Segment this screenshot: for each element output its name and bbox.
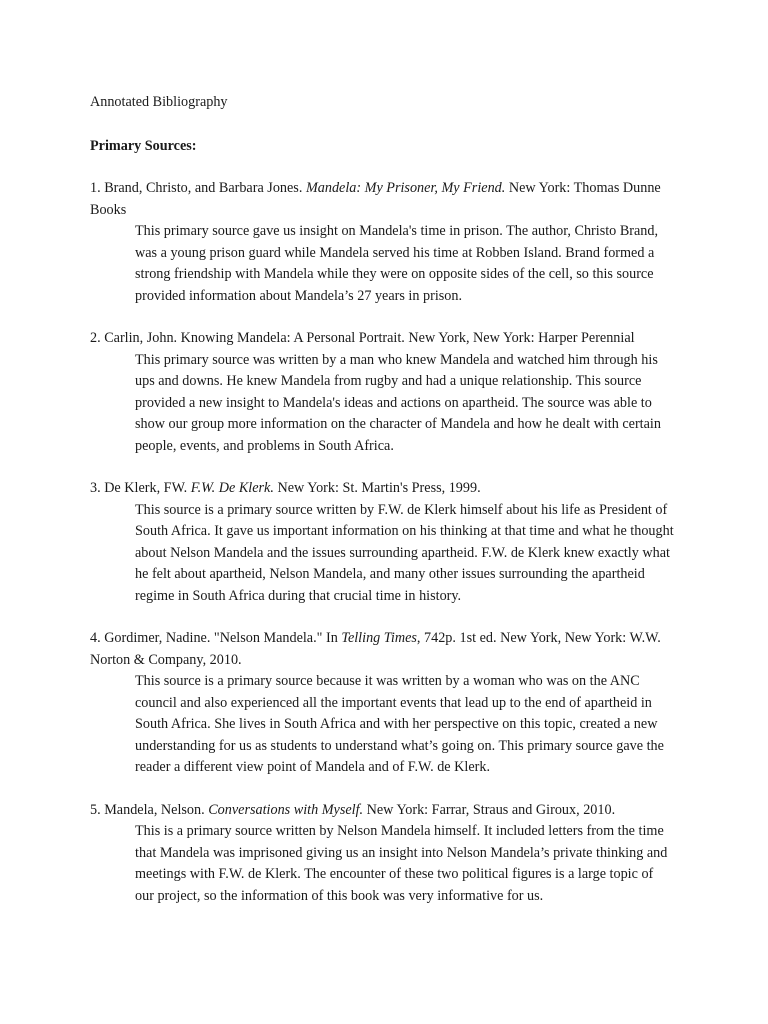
entry-annotation: This is a primary source written by Nelson Mandela himself. It included letters from the time that Mandela was imprisoned giving us an insight into Nelson Mandela’s private thinking and meetings with F.W. de Klerk. The encounter of these two political figures is a large topic of our project, so the information of this book was very informative for us.	[135, 823, 668, 904]
entry-annotation: This source is a primary source written by F.W. de Klerk himself about his life as President of South Africa. It gave us important information on his thinking at that time and what he thought about Nelson Mandela and the issues surrounding apartheid. F.W. de Klerk knew exactly what he felt about apartheid, Nelson Mandela, and many other issues surrounding the apartheid regime in South Africa during that crucial time in history.	[135, 501, 674, 604]
citation-title: Conversations with Myself.	[208, 801, 364, 818]
entry-annotation: This primary source gave us insight on Mandela's time in prison. The author, Christo Brand, was a young prison guard while Mandela served his time at Robben Island. Brand formed a strong friendship with Mandela while they were on opposite sides of the cell, so this source provided information about Mandela’s 27 years in prison.	[135, 223, 659, 304]
document-page	[90, 92, 690, 928]
citation-text: 3. De Klerk, FW.	[90, 480, 191, 496]
bibliography-entry	[90, 478, 690, 607]
entry-citation	[90, 628, 690, 671]
entry-citation	[90, 178, 690, 221]
entry-citation	[90, 478, 690, 500]
entry-citation	[90, 800, 690, 822]
entry-annotation: This primary source was written by a man who knew Mandela and watched him through his ups and downs. He knew Mandela from rugby and had a unique relationship. This source provided a new insight to Mandela's ideas and actions on apartheid. The source was able to show our group more information on the character of Mandela and how he dealt with certain people, events, and problems in South Africa.	[135, 351, 661, 454]
citation-title: Telling Times	[341, 630, 417, 646]
bibliography-entry	[90, 800, 690, 908]
citation-publisher: New York: Thomas Dunne Books	[90, 180, 661, 218]
citation-text: 4. Gordimer, Nadine. "Nelson Mandela." In	[90, 630, 342, 646]
section-heading: Primary Sources:	[90, 137, 197, 154]
citation-publisher: New York: St. Martin's Press, 1999.	[273, 480, 481, 496]
entry-citation	[90, 328, 690, 350]
citation-title: Mandela: My Prisoner, My Friend.	[305, 180, 506, 196]
citation-publisher: New York: Farrar, Straus and Giroux, 2010.	[363, 801, 616, 818]
citation-publisher: , 742p. 1st ed. New York, New York: W.W. Norton & Company, 2010.	[90, 630, 661, 668]
bibliography-entry	[90, 178, 690, 307]
citation-text: 5. Mandela, Nelson.	[90, 801, 209, 818]
citation-title: F.W. De Klerk.	[190, 480, 274, 496]
citation-text: 2. Carlin, John. Knowing Mandela: A Personal Portrait. New York, New York: Harper Perennial	[90, 330, 635, 346]
entry-annotation: This source is a primary source because it was written by a woman who was on the ANC council and also experienced all the important events that lead up to the end of apartheid in South Africa. She lives in South Africa and with her perspective on this topic, created a new understanding for us as students to understand what’s going on. This primary source gave the reader a different view point of Mandela and of F.W. de Klerk.	[135, 673, 664, 775]
bibliography-entry	[90, 328, 690, 457]
citation-text: 1. Brand, Christo, and Barbara Jones.	[90, 180, 306, 196]
bibliography-entry	[90, 628, 690, 779]
document-title: Annotated Bibliography	[90, 94, 228, 110]
